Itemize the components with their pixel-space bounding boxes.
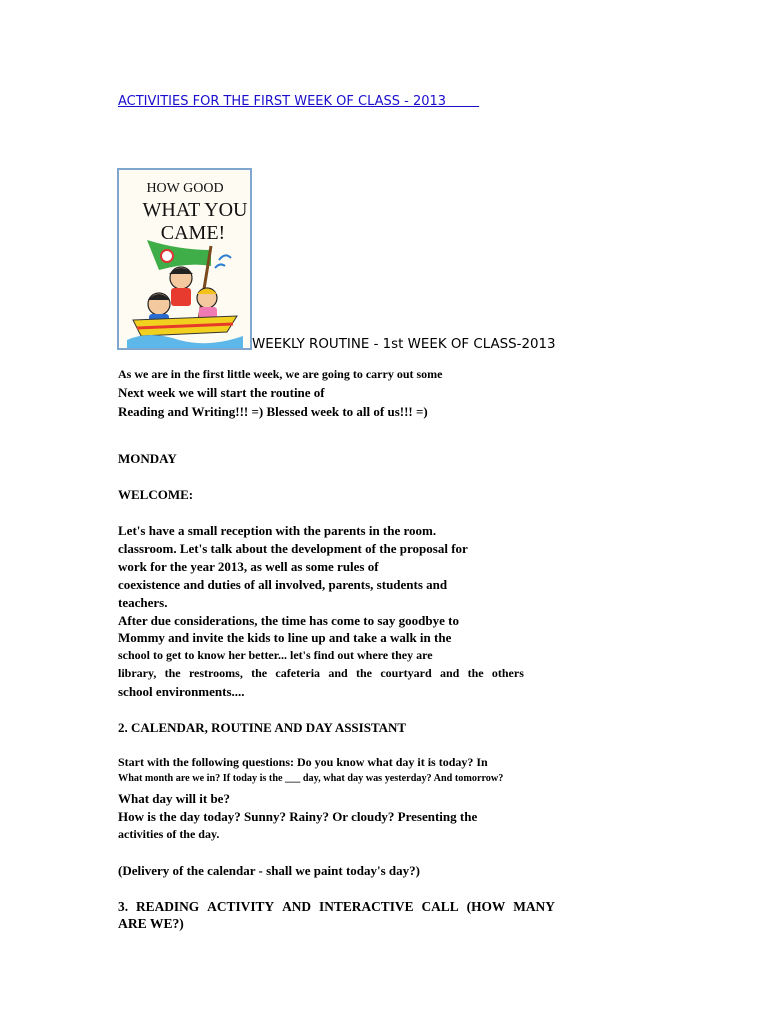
welcome-line-7: Mommy and invite the kids to line up and take a walk in the bbox=[118, 630, 452, 645]
section-2-line-5: activities of the day. bbox=[118, 827, 220, 841]
welcome-line-10: school environments.... bbox=[118, 684, 245, 699]
word: 3. bbox=[118, 899, 129, 914]
poster-illustration bbox=[119, 170, 250, 348]
intro-line-1: As we are in the first little week, we are going to carry out some bbox=[118, 367, 443, 381]
section-2-line-4: How is the day today? Sunny? Rainy? Or cloudy? Presenting the bbox=[118, 809, 478, 824]
welcome-line-1: Let's have a small reception with the parents in the room. bbox=[118, 523, 437, 538]
section-2-line-1: Start with the following questions: Do you know what day it is today? In bbox=[118, 755, 488, 769]
flag-emblem bbox=[161, 250, 173, 262]
intro-line-2: Next week we will start the routine of bbox=[118, 385, 325, 400]
word: library, bbox=[118, 666, 157, 680]
monday-heading: MONDAY bbox=[118, 451, 177, 466]
word: ACTIVITY bbox=[207, 899, 275, 914]
welcome-line-3: work for the year 2013, as well as some rules of bbox=[118, 559, 379, 574]
section-2-heading: 2. CALENDAR, ROUTINE AND DAY ASSISTANT bbox=[118, 720, 407, 735]
intro-line-3: Reading and Writing!!! =) Blessed week to all of us!!! =) bbox=[118, 404, 428, 419]
weekly-routine-heading: WEEKLY ROUTINE - 1st WEEK OF CLASS-2013 bbox=[252, 337, 556, 352]
section-3-heading-line-1 bbox=[118, 899, 555, 915]
welcome-line-4: coexistence and duties of all involved, parents, students and bbox=[118, 577, 448, 592]
calendar-delivery-note: (Delivery of the calendar - shall we paint today's day?) bbox=[118, 863, 420, 878]
word: the bbox=[356, 666, 373, 680]
word: AND bbox=[282, 899, 312, 914]
welcome-line-5: teachers. bbox=[118, 595, 168, 610]
word: the bbox=[164, 666, 181, 680]
word: restrooms, bbox=[188, 666, 243, 680]
child-shirt bbox=[171, 288, 191, 306]
word: cafeteria bbox=[275, 666, 321, 680]
word: MANY bbox=[513, 899, 555, 914]
word: and bbox=[328, 666, 348, 680]
welcome-line-6: After due considerations, the time has come to say goodbye to bbox=[118, 613, 459, 628]
welcome-line-2: classroom. Let's talk about the development of the proposal for bbox=[118, 541, 468, 556]
word: others bbox=[491, 666, 524, 680]
welcome-poster-image bbox=[117, 168, 252, 350]
welcome-line-9 bbox=[118, 666, 524, 681]
welcome-heading: WELCOME: bbox=[118, 487, 194, 502]
word: the bbox=[467, 666, 484, 680]
word: INTERACTIVE bbox=[319, 899, 414, 914]
poster-line-2: WHAT YOU bbox=[142, 199, 248, 221]
poster-line-1: HOW GOOD bbox=[146, 181, 224, 196]
document-title-link[interactable]: ACTIVITIES FOR THE FIRST WEEK OF CLASS - 2013 bbox=[118, 94, 480, 109]
word: (HOW bbox=[466, 899, 506, 914]
word: the bbox=[251, 666, 268, 680]
word: CALL bbox=[421, 899, 459, 914]
section-3-heading-line-2: ARE WE?) bbox=[118, 916, 184, 931]
section-2-line-2: What month are we in? If today is the ___ day, what day was yesterday? And tomorrow? bbox=[118, 773, 504, 784]
word: courtyard bbox=[380, 666, 432, 680]
poster-line-3: CAME! bbox=[160, 222, 226, 244]
word: and bbox=[439, 666, 460, 680]
welcome-line-8: school to get to know her better... let's find out where they are bbox=[118, 648, 433, 662]
section-2-line-3: What day will it be? bbox=[118, 791, 230, 806]
word: READING bbox=[135, 899, 200, 914]
